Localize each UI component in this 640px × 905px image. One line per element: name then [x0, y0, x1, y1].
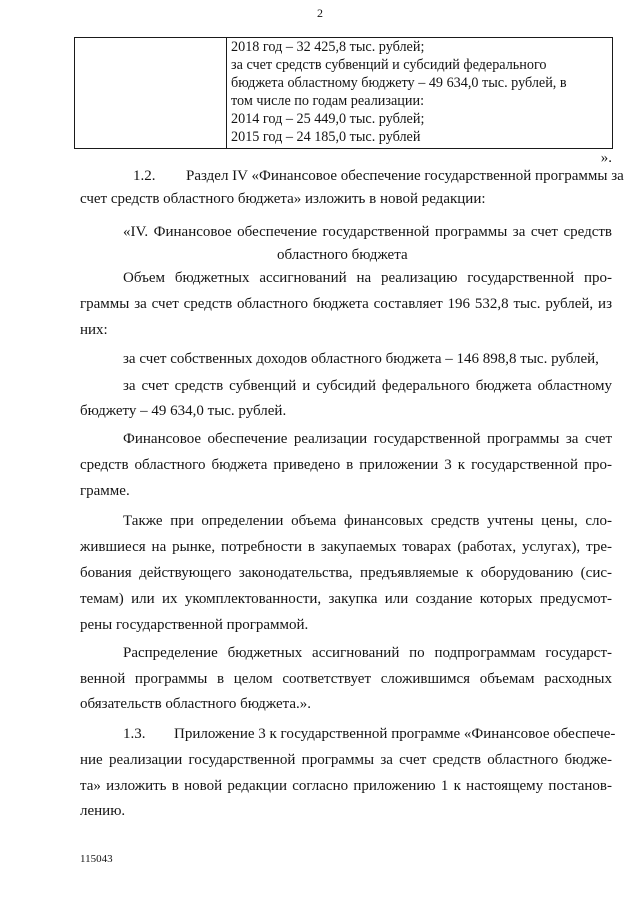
document-code: 115043 [80, 853, 113, 865]
table-line: 2014 год – 25 449,0 тыс. рублей; [231, 111, 425, 127]
own-income-line: за счет собственных доходов областного бюджета – 146 898,8 тыс. рублей, [123, 351, 599, 367]
distribution-line-3: обязательств областного бюджета.». [80, 696, 312, 712]
page-number: 2 [317, 6, 323, 20]
item-1-3-line-3: та» изложить в новой редакции согласно приложению 1 к настоящему постанов- [80, 778, 612, 794]
table-line: 2018 год – 32 425,8 тыс. рублей; [231, 39, 425, 55]
table-cell-funding [227, 38, 613, 149]
subventions-line-2: бюджету – 49 634,0 тыс. рублей. [80, 403, 287, 419]
item-1-3-number: 1.3. [123, 726, 146, 742]
table-line: том числе по годам реализации: [231, 93, 425, 109]
section-title-line-1: «IV. Финансовое обеспечение государственной программы за счет средств [123, 224, 612, 240]
volume-line-2: граммы за счет средств областного бюджета составляет 196 532,8 тыс. рублей, из [80, 296, 612, 312]
item-1-2-line-2: счет средств областного бюджета» изложить в новой редакции: [80, 191, 486, 207]
item-1-2-number: 1.2. [133, 168, 156, 184]
item-1-3-line-4: лению. [80, 803, 126, 819]
table-line: бюджета областному бюджету – 49 634,0 тыс. рублей, в [231, 75, 567, 91]
item-1-2-line-1: Раздел IV «Финансовое обеспечение государственной программы за [186, 168, 624, 184]
appendix-line-3: грамме. [80, 483, 130, 499]
appendix-line-2: средств областного бюджета приведено в приложении 3 к государственной про- [80, 457, 612, 473]
section-title-line-2: областного бюджета [277, 247, 408, 263]
item-1-3-line-2: ние реализации государственной программы за счет средств областного бюдже- [80, 752, 612, 768]
volume-line-3: них: [80, 322, 108, 338]
item-1-3-line-1: Приложение 3 к государственной программе «Финансовое обеспече- [174, 726, 616, 742]
distribution-line-2: венной программы в целом соответствует сложившимся объемам расходных [80, 671, 612, 687]
subventions-line-1: за счет средств субвенций и субсидий федерального бюджета областному [123, 378, 612, 394]
budget-table [74, 37, 613, 149]
distribution-line-1: Распределение бюджетных ассигнований по подпрограммам государст- [123, 645, 612, 661]
prices-line-2: жившиеся на рынке, потребности в закупаемых товарах (работах, услугах), тре- [80, 539, 612, 555]
closing-quote: ». [600, 150, 612, 166]
prices-line-5: рены государственной программой. [80, 617, 309, 633]
table-row [75, 38, 613, 149]
prices-line-3: бования действующего законодательства, предъявляемые к оборудованию (сис- [80, 565, 612, 581]
table-line: за счет средств субвенций и субсидий федерального [231, 57, 547, 73]
table-line: 2015 год – 24 185,0 тыс. рублей [231, 129, 421, 145]
appendix-line-1: Финансовое обеспечение реализации государственной программы за счет [123, 431, 612, 447]
prices-line-1: Также при определении объема финансовых средств учтены цены, сло- [123, 513, 612, 529]
volume-line-1: Объем бюджетных ассигнований на реализацию государственной про- [123, 270, 612, 286]
prices-line-4: темам) или их укомплектованности, закупка или создание которых предусмот- [80, 591, 612, 607]
table-cell-empty [75, 38, 227, 149]
